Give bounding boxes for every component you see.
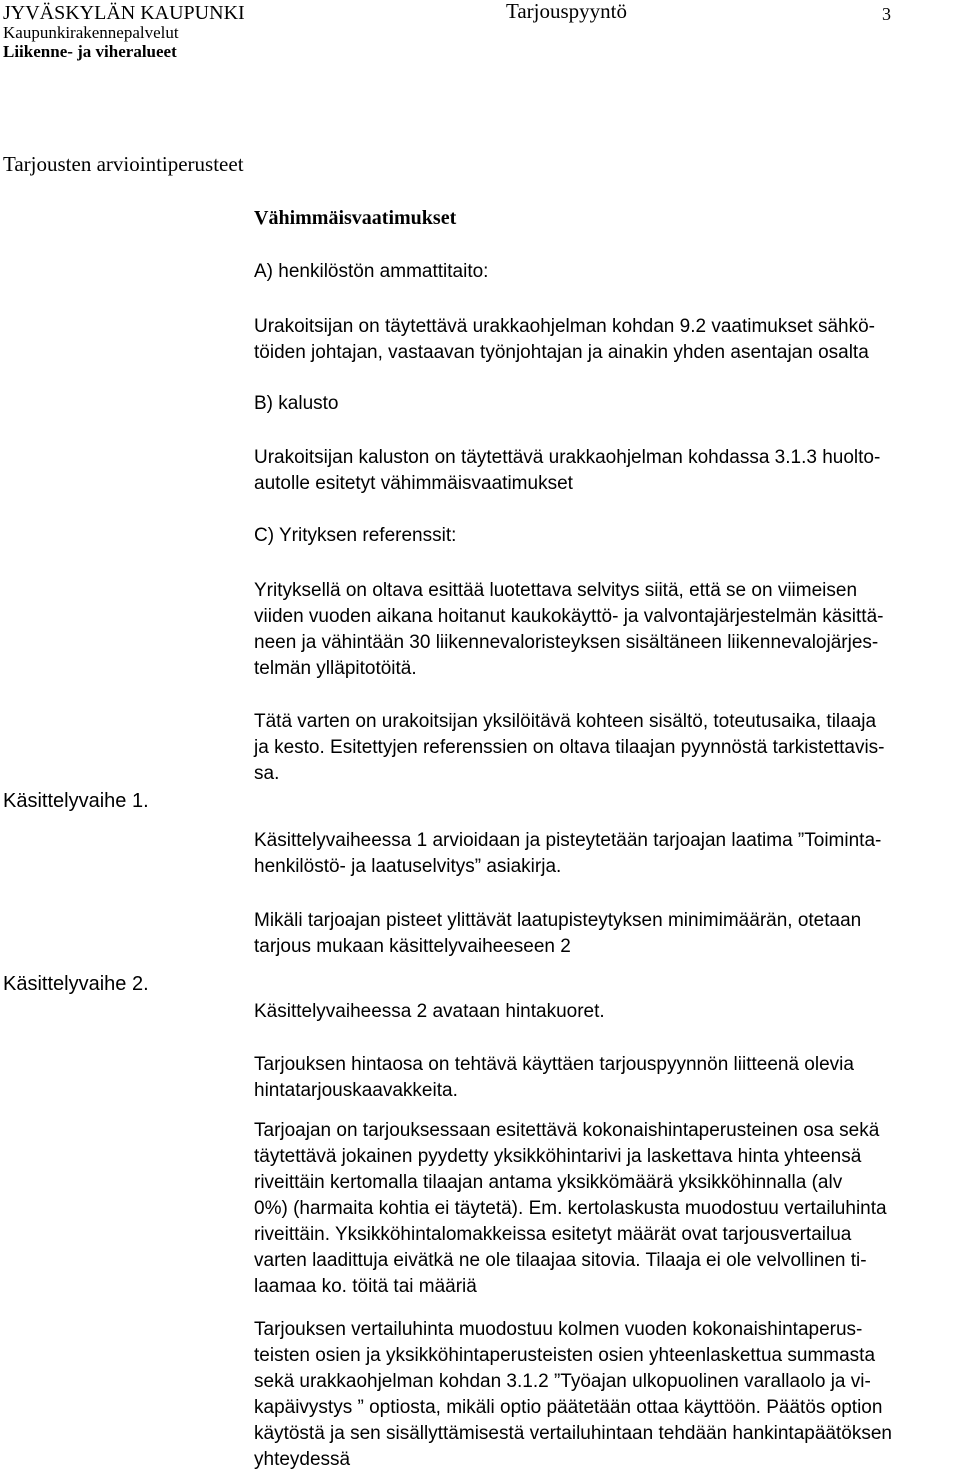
page-number: 3	[882, 4, 891, 24]
stage-1-label: Käsittelyvaihe 1.	[3, 790, 149, 812]
req-b-label: B) kalusto	[254, 393, 339, 414]
stage-2-text-4: Tarjouksen vertailuhinta muodostuu kolmen vuoden kokonaishintaperus- teisten osien ja yksikköhintaperusteisten osien yhteenlaskettua summasta sekä urakkaohjelman kohdan 3.1.2 ”Työajan ulkopuolinen varallaolo ja vi- kapäivystys ” optiosta, mikäli optio päätetään ottaa käyttöön. Päätös option käytöstä ja sen sisällyttämisestä vertailuhintaan tehdään hankintapäätöksen yhteydessä	[254, 1319, 892, 1470]
section-title: Tarjousten arviointiperusteet	[3, 152, 244, 176]
unit-name: Liikenne- ja viheralueet	[3, 42, 177, 61]
stage-1-text-2: Mikäli tarjoajan pisteet ylittävät laatupisteytyksen minimimäärän, otetaan tarjous mukaan käsittelyvaiheeseen 2	[254, 910, 862, 957]
stage-2-label: Käsittelyvaihe 2.	[3, 973, 149, 995]
document-type: Tarjouspyyntö	[506, 0, 628, 23]
stage-2-text-1: Käsittelyvaiheessa 2 avataan hintakuoret.	[254, 1001, 605, 1022]
req-c-label: C) Yrityksen referenssit:	[254, 525, 457, 546]
req-a-label: A) henkilöstön ammattitaito:	[254, 261, 489, 282]
stage-2-text-3: Tarjoajan on tarjouksessaan esitettävä kokonaishintaperusteinen osa sekä täytettävä jokainen pyydetty yksikköhintarivi ja laskettava hinta yhteensä riveittäin kertomalla tilaajan antama yksikkömäärä yksikköhinnalla (alv 0%) (harmaita kohtia ei täytetä). Em. kertolaskusta muodostuu vertailuhinta riveittäin. Yksikköhintalomakkeissa esitetyt määrät ovat tarjousvertailua varten laadittuja eivätkä ne ole tilaajaa sitovia. Tilaaja ei ole velvollinen ti- laamaa ko. töitä tai määriä	[254, 1120, 887, 1297]
req-c-text-2: Tätä varten on urakoitsijan yksilöitävä kohteen sisältö, toteutusaika, tilaaja ja kesto. Esitettyjen referenssien on oltava tilaajan pyynnöstä tarkistettavis- sa.	[254, 711, 885, 784]
req-c-text: Yrityksellä on oltava esittää luotettava selvitys siitä, että se on viimeisen viiden vuoden aikana hoitanut kaukokäyttö- ja valvontajärjestelmän käsittä- neen ja vähintään 30 liikennevaloristeyksen sisältäneen liikennevalojärjes- telmän ylläpitotöitä.	[254, 580, 884, 679]
stage-2-text-2: Tarjouksen hintaosa on tehtävä käyttäen tarjouspyynnön liitteenä olevia hintatarjouskaavakkeita.	[254, 1054, 854, 1101]
org-name: JYVÄSKYLÄN KAUPUNKI	[3, 2, 245, 24]
req-a-text: Urakoitsijan on täytettävä urakkaohjelman kohdan 9.2 vaatimukset sähkö- töiden johtajan, vastaavan työnjohtajan ja ainakin yhden asentajan osalta	[254, 316, 876, 363]
min-requirements-heading: Vähimmäisvaatimukset	[254, 207, 457, 229]
stage-1-text: Käsittelyvaiheessa 1 arvioidaan ja pisteytetään tarjoajan laatima ”Toiminta- henkilöstö- ja laatuselvitys” asiakirja.	[254, 830, 882, 877]
req-b-text: Urakoitsijan kaluston on täytettävä urakkaohjelman kohdassa 3.1.3 huolto- autolle esitetyt vähimmäisvaatimukset	[254, 447, 881, 494]
department-name: Kaupunkirakennepalvelut	[3, 23, 179, 42]
